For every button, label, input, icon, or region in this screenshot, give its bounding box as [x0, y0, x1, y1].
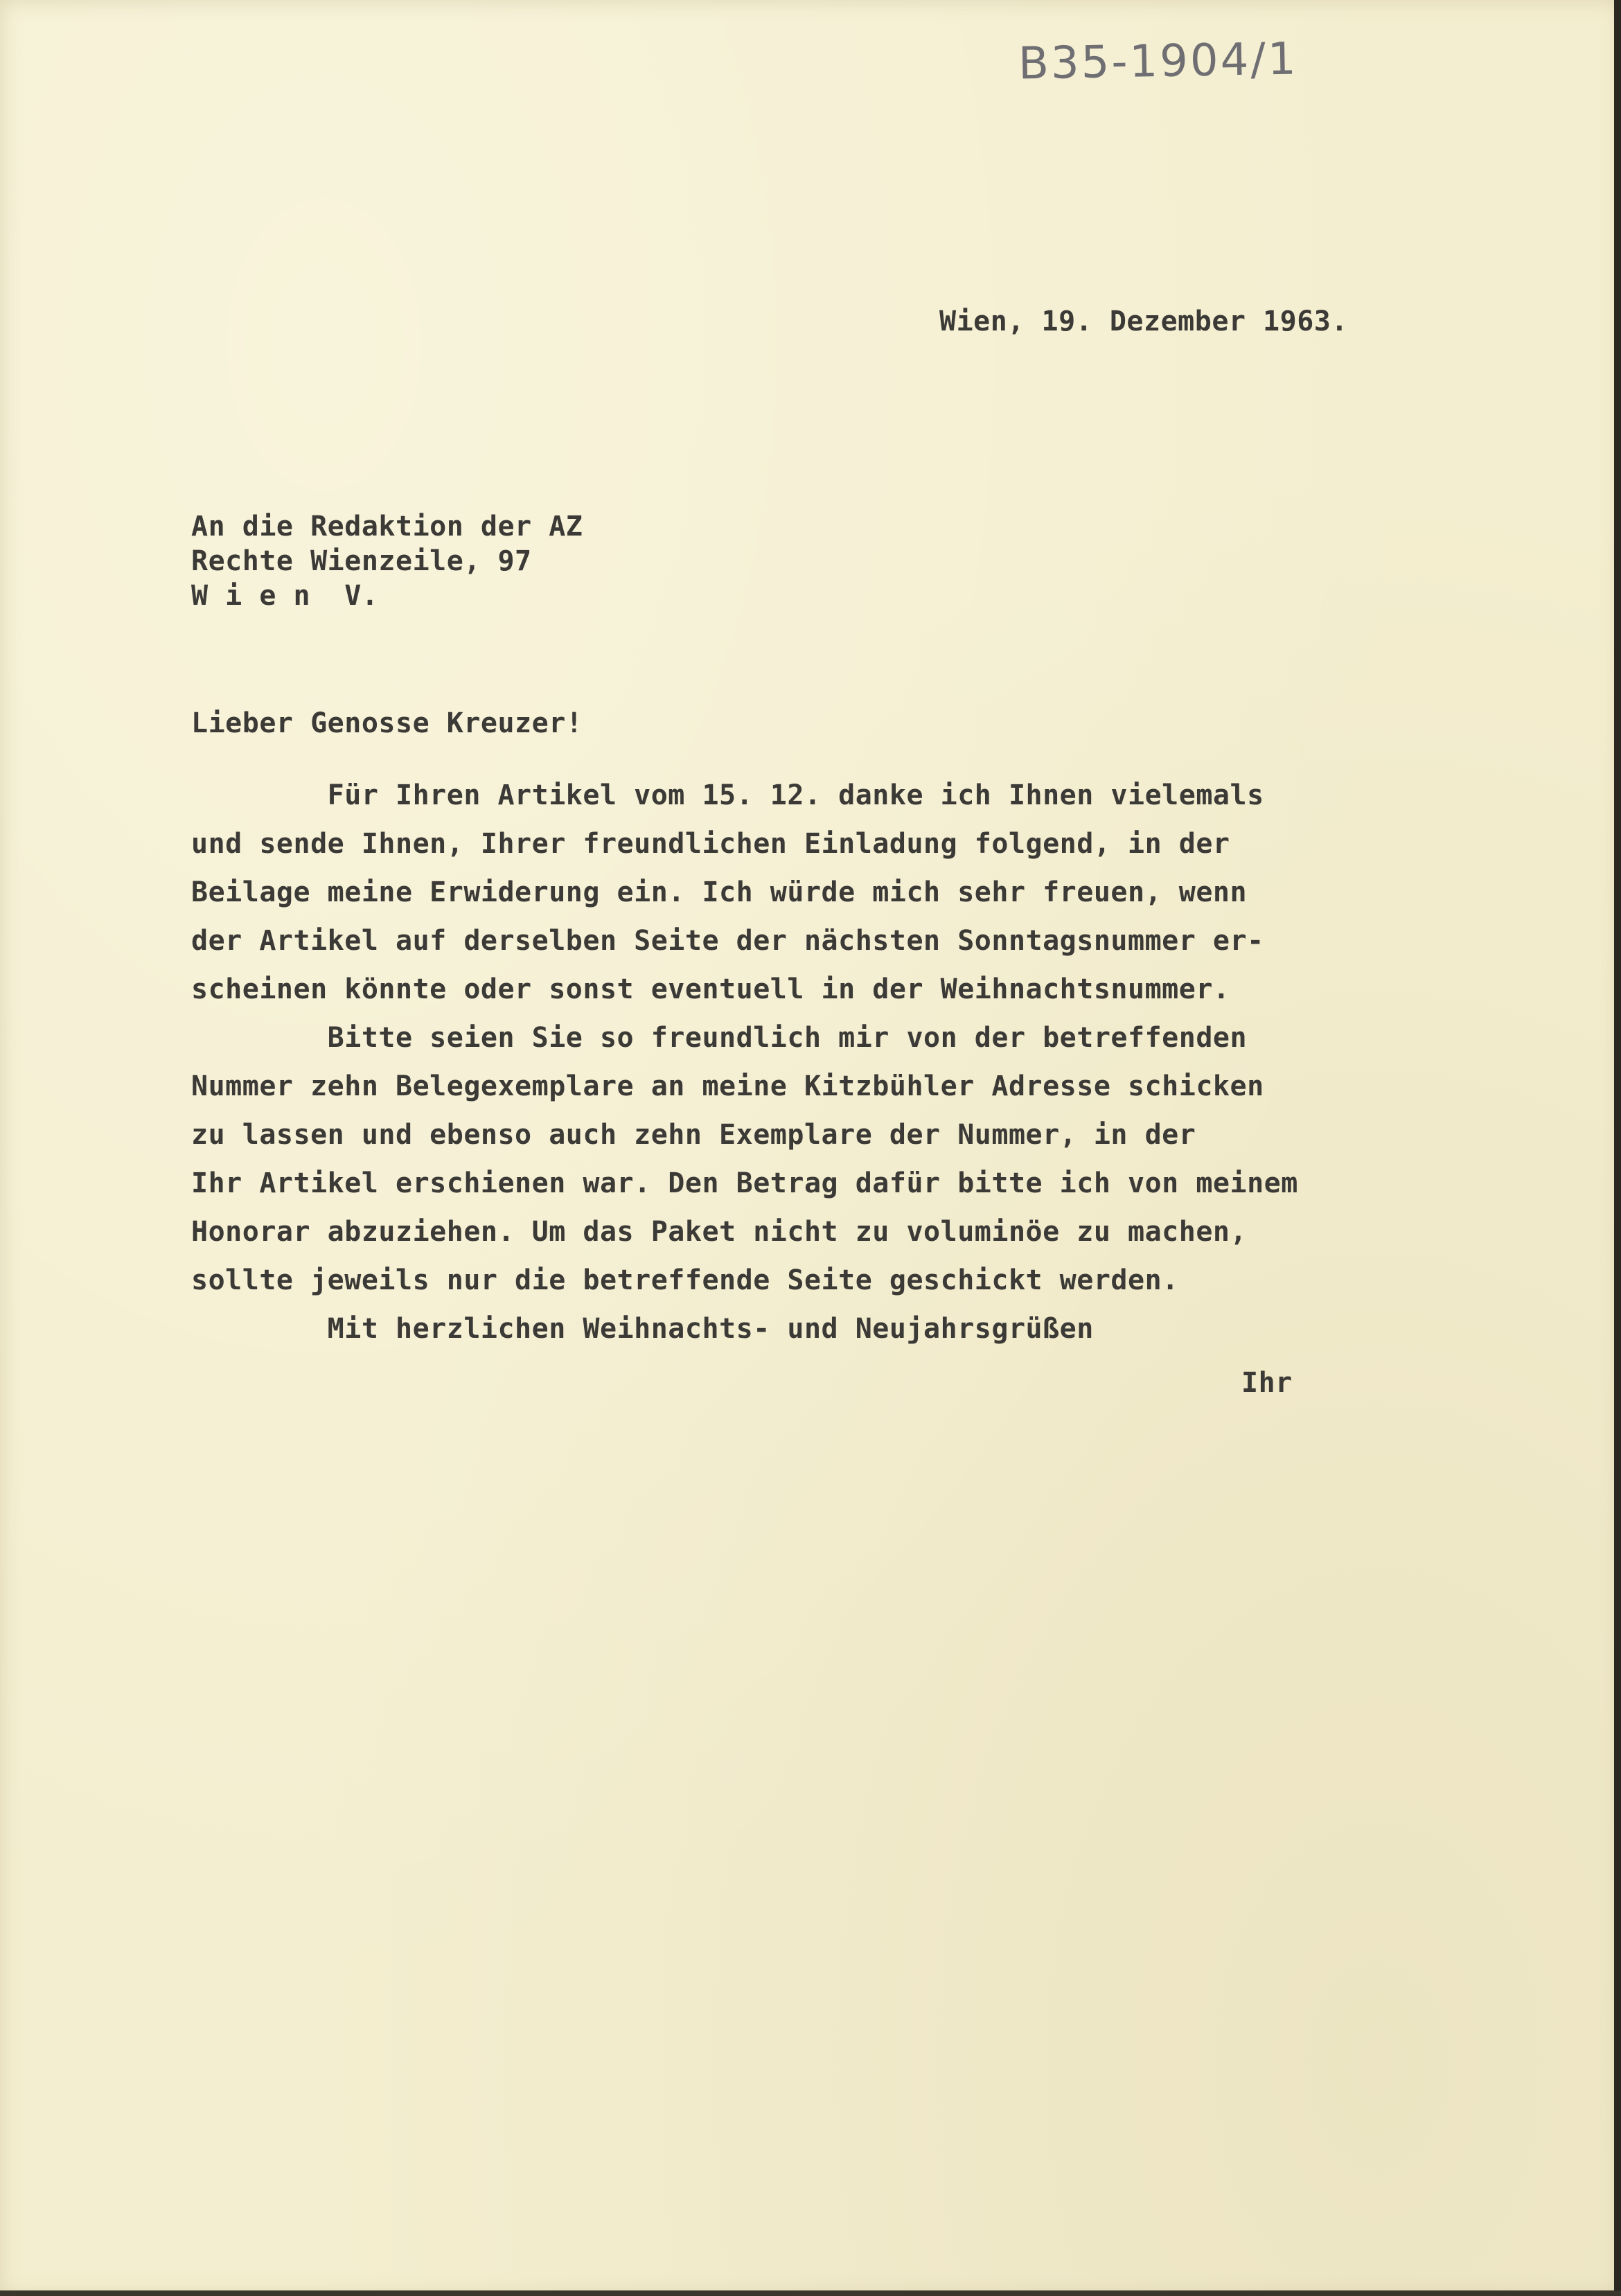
page-edge-right — [1614, 0, 1621, 2296]
body-line: Beilage meine Erwiderung ein. Ich würde mich sehr freuen, wenn — [191, 876, 1248, 908]
body-line: sollte jeweils nur die betreffende Seite geschickt werden. — [191, 1264, 1179, 1296]
closing: Ihr — [1241, 1367, 1293, 1399]
body-line: der Artikel auf derselben Seite der nächsten Sonntagsnummer er- — [191, 925, 1264, 957]
body-line: Nummer zehn Belegexemplare an meine Kitzbühler Adresse schicken — [191, 1070, 1264, 1102]
archive-mark: B35-1904/1 — [1018, 33, 1299, 90]
body-line: Bitte seien Sie so freundlich mir von der betreffenden — [191, 1022, 1248, 1054]
page-edge-bottom — [0, 2290, 1621, 2296]
body-line: scheinen könnte oder sonst eventuell in der Weihnachtsnummer. — [191, 973, 1230, 1005]
body-line: Für Ihren Artikel vom 15. 12. danke ich Ihnen vielemals — [191, 779, 1264, 811]
salutation: Lieber Genosse Kreuzer! — [191, 707, 583, 739]
address-line: W i e n V. — [191, 580, 379, 612]
body-line: Mit herzlichen Weihnachts- und Neujahrsgrüßen — [191, 1313, 1094, 1345]
letter-date: Wien, 19. Dezember 1963. — [939, 306, 1348, 337]
address-line: Rechte Wienzeile, 97 — [191, 545, 532, 577]
body-line: Ihr Artikel erschienen war. Den Betrag dafür bitte ich von meinem — [191, 1167, 1298, 1199]
body-line: zu lassen und ebenso auch zehn Exemplare der Nummer, in der — [191, 1119, 1196, 1151]
body-line: Honorar abzuziehen. Um das Paket nicht zu voluminöe zu machen, — [191, 1216, 1248, 1248]
body-line: und sende Ihnen, Ihrer freundlichen Einladung folgend, in der — [191, 828, 1230, 860]
address-line: An die Redaktion der AZ — [191, 511, 583, 542]
